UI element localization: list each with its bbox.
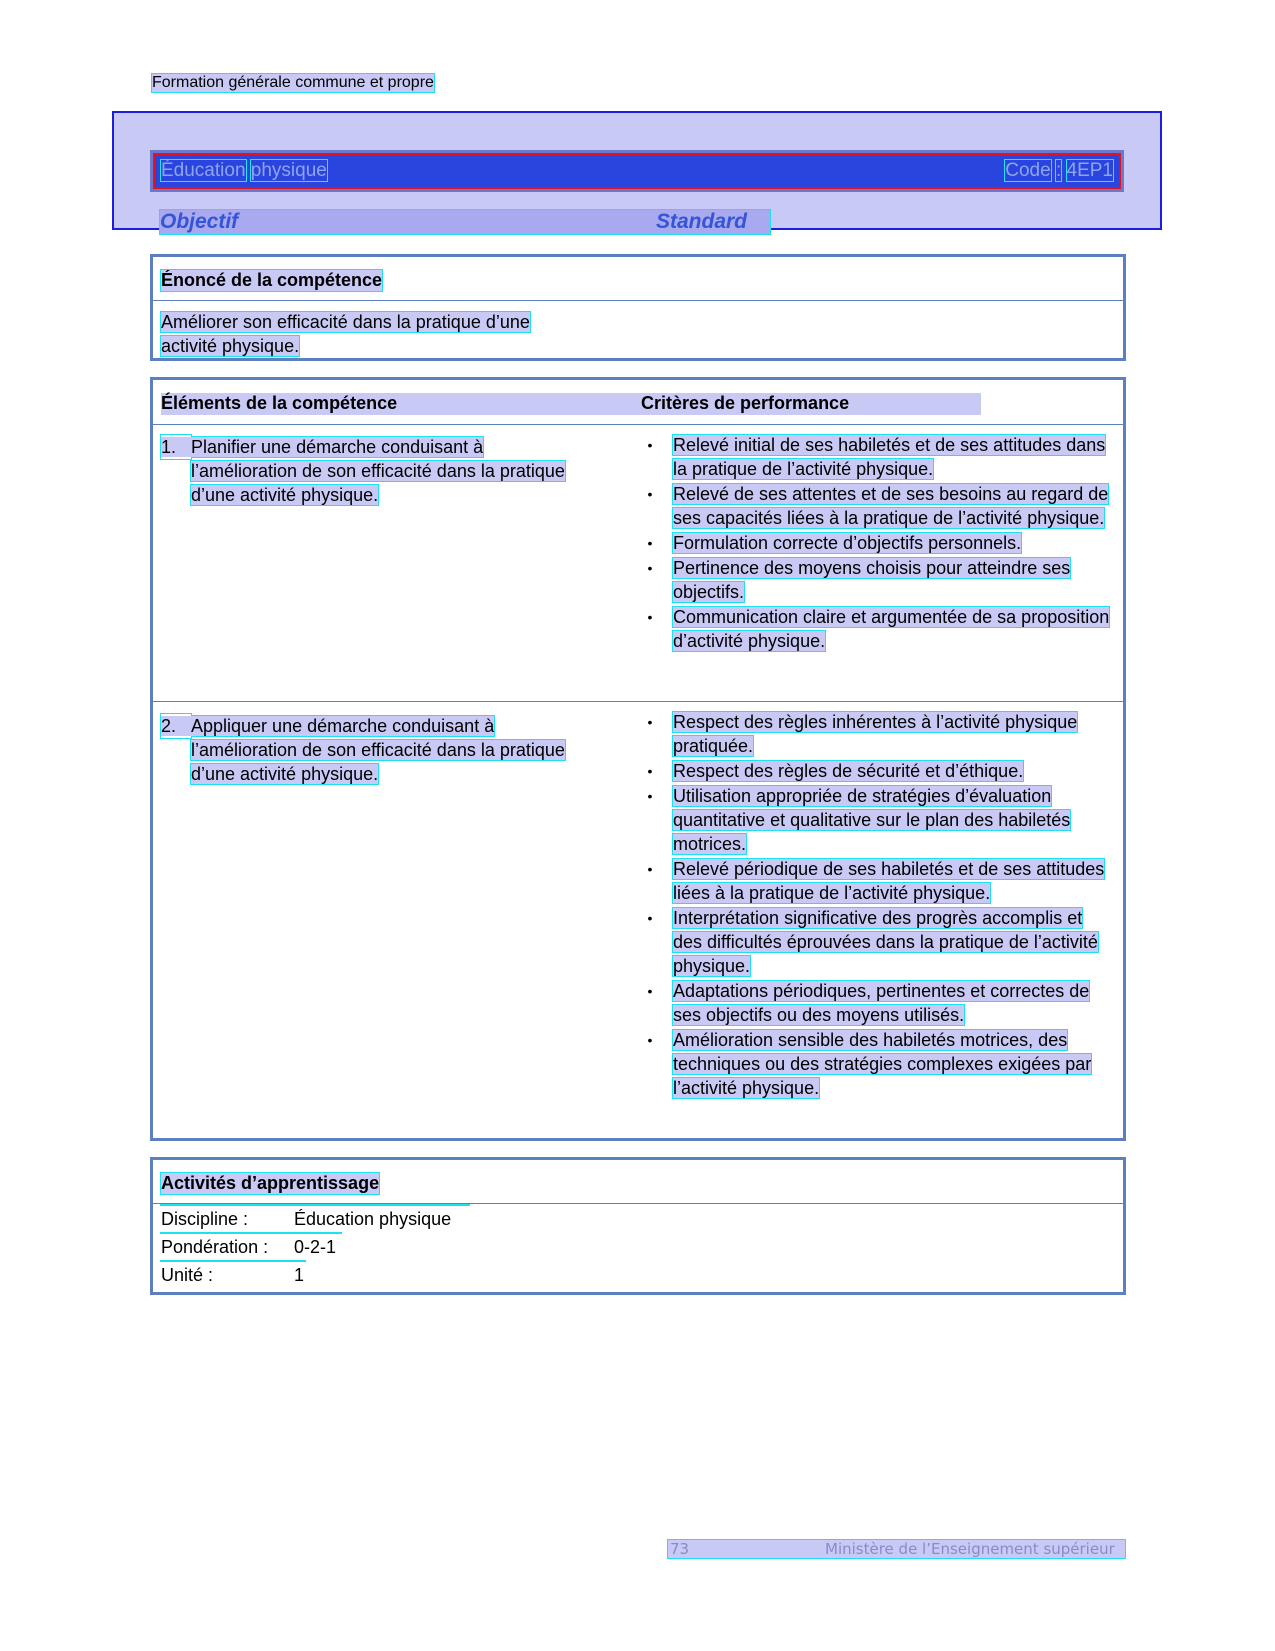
criterion-text: Amélioration sensible des habiletés motrices, des techniques ou des stratégies complexes exigées par l’activité physique. [673, 1030, 1092, 1098]
criterion-text: Utilisation appropriée de stratégies d’évaluation quantitative et qualitative sur le plan des habiletés motrices. [673, 786, 1071, 854]
criterion-2-2 [643, 759, 1113, 783]
criterion-text: Adaptations périodiques, pertinentes et correctes de ses objectifs ou des moyens utilisés. [673, 981, 1090, 1025]
course-title-bar [150, 150, 1124, 192]
criterion-2-6 [643, 979, 1113, 1027]
unite-value: 1 [294, 1265, 305, 1285]
element-row-1 [153, 424, 1123, 701]
footer-ministry: Ministère de l’Enseignement supérieur [825, 1540, 1115, 1558]
enonce-text-line2: activité physique. [161, 336, 300, 356]
running-header: Formation générale commune et propre [152, 74, 434, 91]
activities-header [153, 1160, 1123, 1204]
enonce-body [153, 301, 1123, 358]
ponderation-value: 0-2-1 [294, 1237, 337, 1257]
objectif-label: Objectif [160, 210, 239, 233]
elements-heading: Éléments de la compétence [161, 393, 398, 413]
ponderation-row [161, 1233, 1123, 1261]
bullet-icon: • [647, 1032, 653, 1048]
criterion-2-1 [643, 710, 1113, 758]
bullet-icon: • [647, 763, 653, 779]
bullet-icon: • [647, 535, 653, 551]
bullet-icon: • [647, 609, 653, 625]
criterion-2-7 [643, 1028, 1113, 1100]
elements-header [153, 380, 1123, 424]
bullet-icon: • [647, 714, 653, 730]
page-number: 73 [670, 1540, 690, 1558]
discipline-row [161, 1205, 1123, 1233]
criterion-1-3 [643, 531, 1113, 555]
element-1 [161, 435, 651, 507]
bullet-icon: • [647, 486, 653, 502]
element-2-line2: l’amélioration de son efficacité dans la pratique [191, 740, 565, 760]
enonce-box [150, 254, 1126, 361]
bullet-icon: • [647, 861, 653, 877]
criterion-text: Relevé initial de ses habiletés et de ses attitudes dans la pratique de l’activité physique. [673, 435, 1106, 479]
elements-box [150, 377, 1126, 1141]
unite-label: Unité : [161, 1265, 214, 1285]
ponderation-label: Pondération : [161, 1237, 269, 1257]
course-title-inner [153, 153, 1121, 189]
element-2-line3: d’une activité physique. [191, 764, 379, 784]
code-sep: : [1055, 160, 1062, 181]
element-2 [161, 714, 651, 786]
code-label: Code [1005, 160, 1051, 181]
bullet-icon: • [647, 788, 653, 804]
criterion-text: Respect des règles de sécurité et d’éthique. [673, 761, 1024, 781]
criterion-2-5 [643, 906, 1113, 978]
criterion-2-3 [643, 784, 1113, 856]
enonce-text-line1: Améliorer son efficacité dans la pratique d’une [161, 312, 530, 332]
activities-heading: Activités d’apprentissage [161, 1173, 380, 1193]
course-title-word2: physique [250, 160, 327, 181]
element-1-line3: d’une activité physique. [191, 485, 379, 505]
unite-row [161, 1261, 1123, 1289]
criterion-1-1 [643, 433, 1113, 481]
criterion-1-5 [643, 605, 1113, 653]
element-1-number: 1. [161, 437, 177, 457]
activities-body [153, 1204, 1123, 1289]
criteria-list-1 [643, 433, 1113, 654]
code-value: 4EP1 [1066, 160, 1113, 181]
element-1-line2: l’amélioration de son efficacité dans la pratique [191, 461, 565, 481]
criteria-list-2 [643, 710, 1113, 1101]
bullet-icon: • [647, 983, 653, 999]
criterion-text: Communication claire et argumentée de sa proposition d’activité physique. [673, 607, 1110, 651]
bullet-icon: • [647, 560, 653, 576]
standard-label: Standard [656, 210, 748, 233]
objective-standard-row [160, 210, 770, 234]
criterion-text: Formulation correcte d’objectifs personnels. [673, 533, 1022, 553]
bullet-icon: • [647, 437, 653, 453]
criterion-2-4 [643, 857, 1113, 905]
element-2-line1: Appliquer une démarche conduisant à [191, 716, 495, 736]
course-code [1005, 160, 1113, 182]
discipline-label: Discipline : [161, 1209, 249, 1229]
element-1-line1: Planifier une démarche conduisant à [191, 437, 484, 457]
discipline-value: Éducation physique [294, 1209, 452, 1229]
criterion-text: Relevé périodique de ses habiletés et de ses attitudes liées à la pratique de l’activité physique. [673, 859, 1105, 903]
criterion-1-4 [643, 556, 1113, 604]
course-title-word1: Éducation [161, 160, 246, 181]
criterion-text: Pertinence des moyens choisis pour atteindre ses objectifs. [673, 558, 1071, 602]
criteria-heading: Critères de performance [641, 393, 850, 413]
element-row-2 [153, 701, 1123, 1140]
bullet-icon: • [647, 910, 653, 926]
criterion-1-2 [643, 482, 1113, 530]
activities-box [150, 1157, 1126, 1295]
criterion-text: Relevé de ses attentes et de ses besoins au regard de ses capacités liées à la pratique de l’activité physique. [673, 484, 1109, 528]
criterion-text: Respect des règles inhérentes à l’activité physique pratiquée. [673, 712, 1078, 756]
element-2-number: 2. [161, 716, 177, 736]
course-title [161, 160, 327, 182]
enonce-heading: Énoncé de la compétence [161, 270, 383, 290]
enonce-header [153, 257, 1123, 301]
criterion-text: Interprétation significative des progrès accomplis et des difficultés éprouvées dans la pratique de l’activité physique. [673, 908, 1098, 976]
